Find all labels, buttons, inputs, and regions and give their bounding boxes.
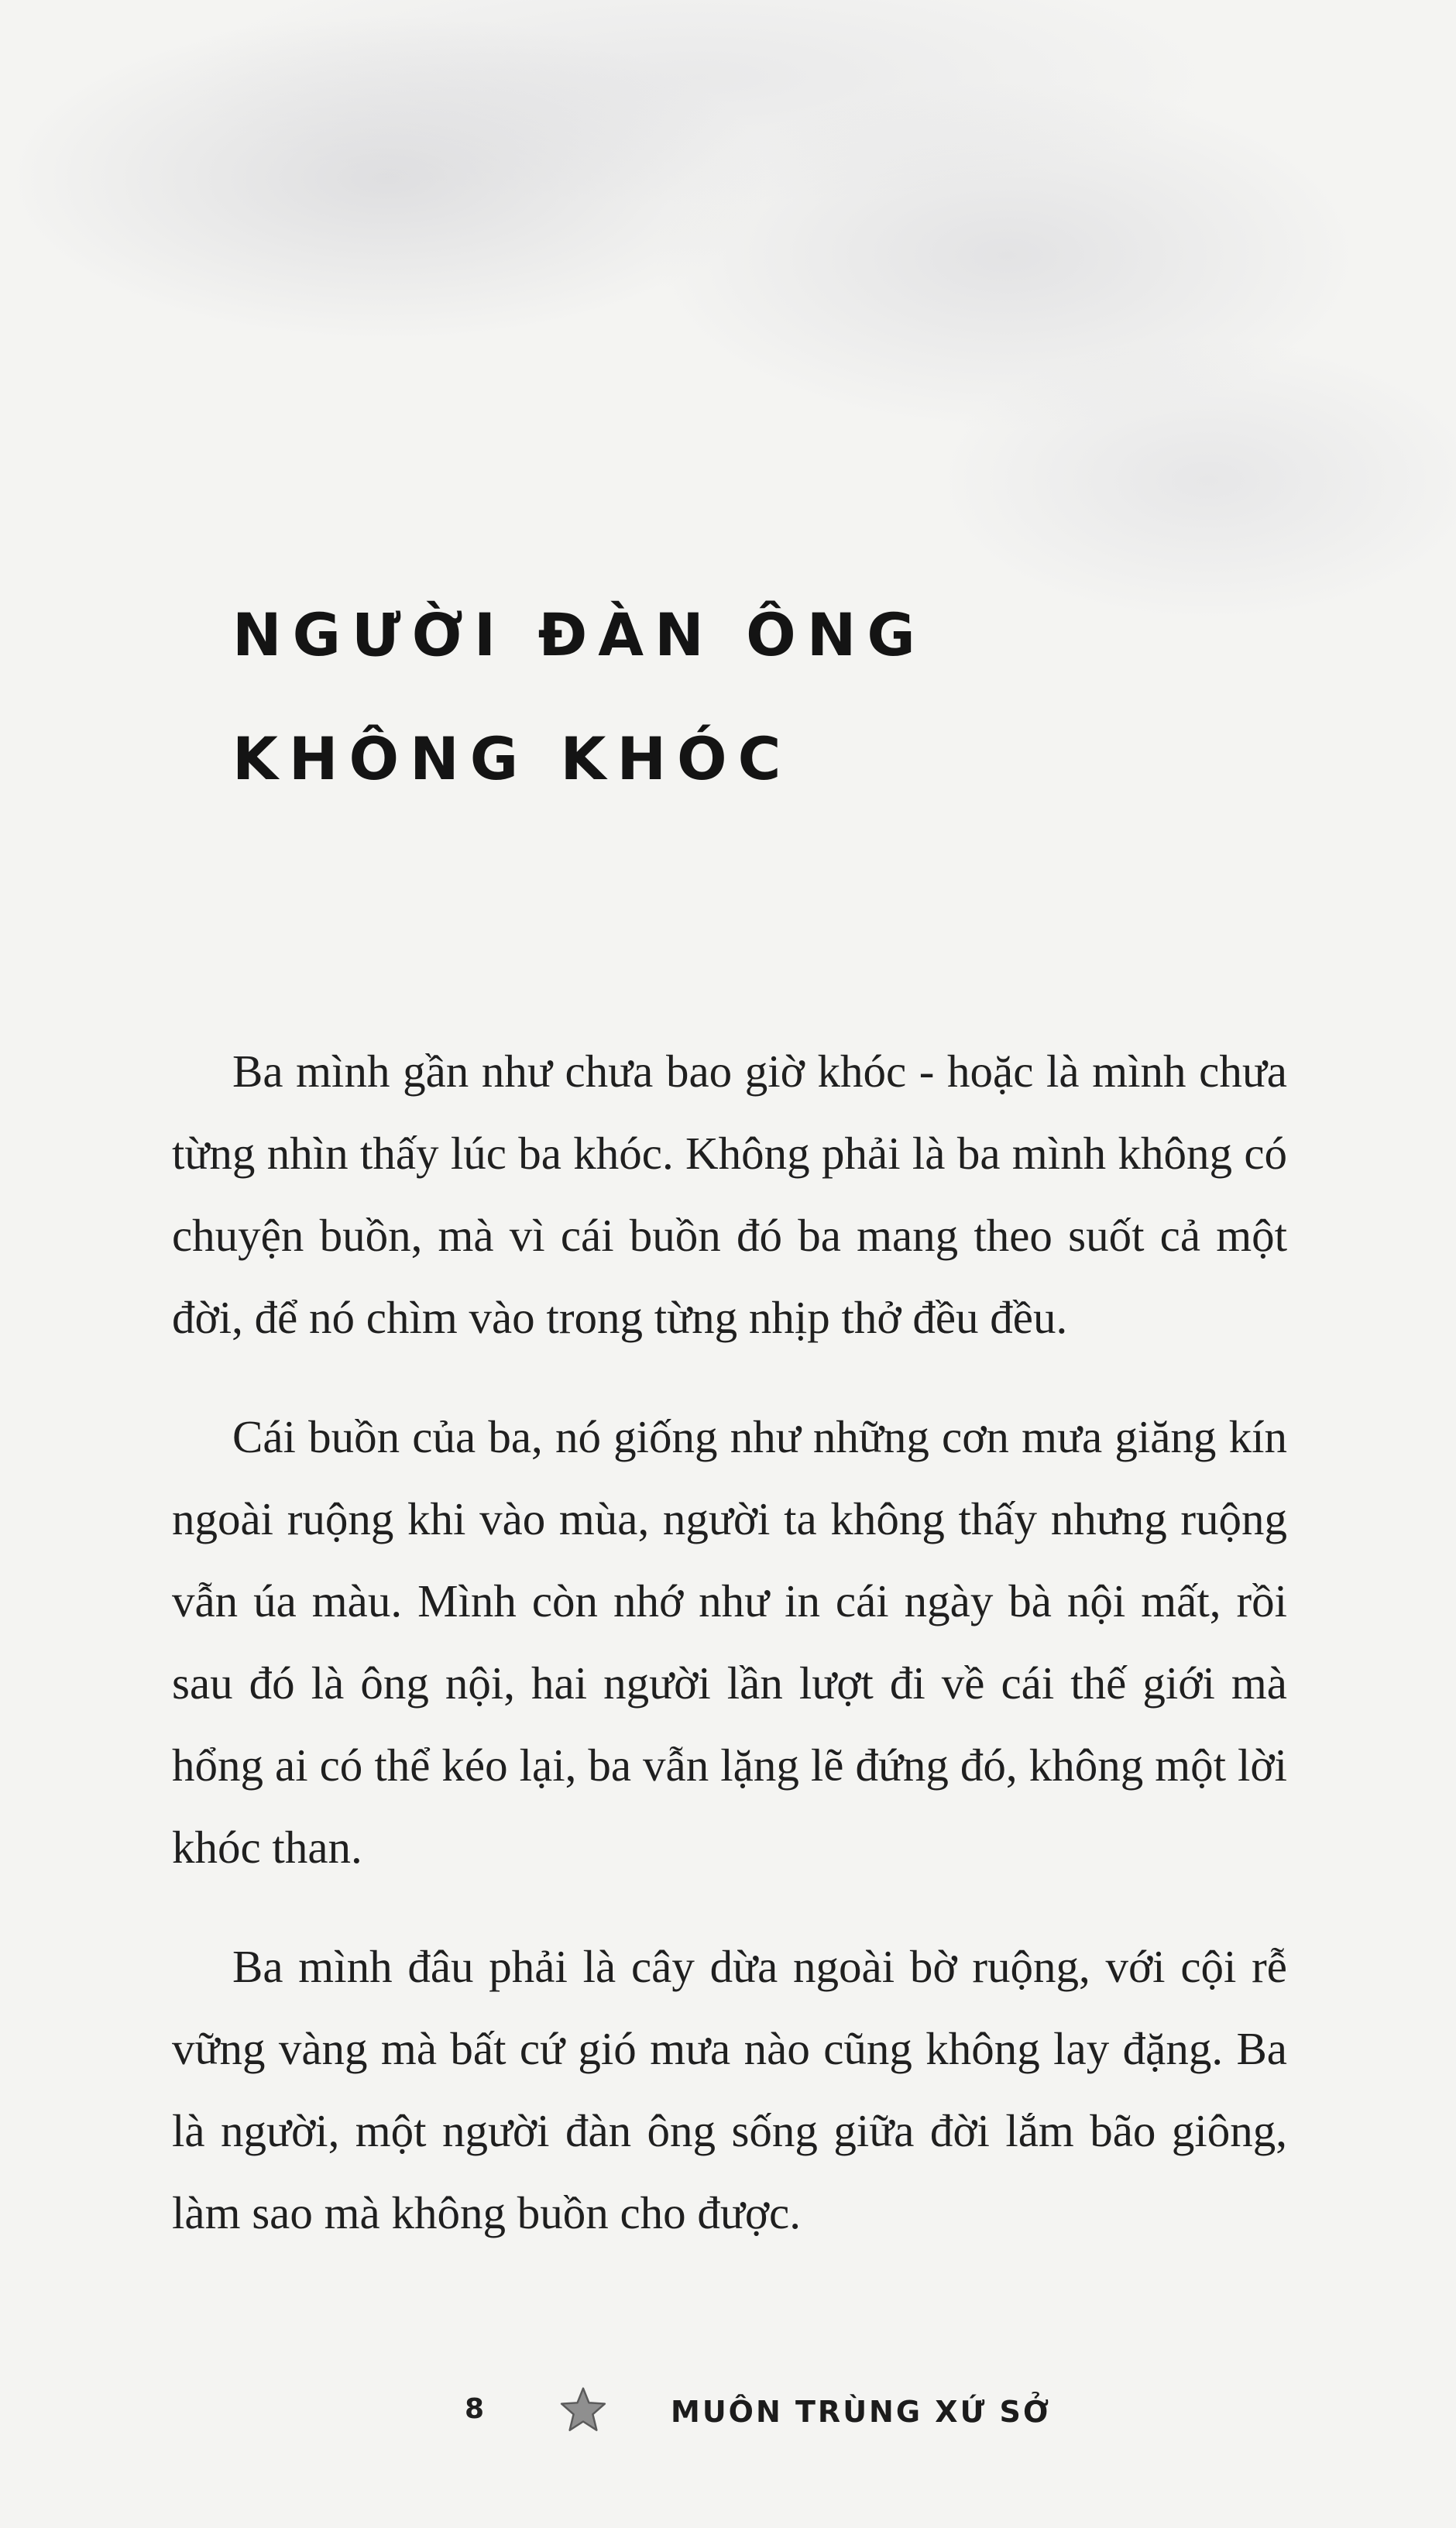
paragraph-1: Ba mình gần như chưa bao giờ khóc - hoặc là mình chưa từng nhìn thấy lúc ba khóc. Không phải là ba mình không có chuyện buồn, mà vì cái buồn đó ba mang theo suốt cả một đời, để nó chìm vào trong từng nhịp thở đều đều. <box>172 1046 1287 1343</box>
paragraph-3: Ba mình đâu phải là cây dừa ngoài bờ ruộng, với cội rễ vững vàng mà bất cứ gió mưa nào cũng không lay đặng. Ba là người, một người đàn ông sống giữa đời lắm bão giông, làm sao mà không buồn cho được. <box>172 1941 1287 2238</box>
chapter-title-line-1: NGƯỜI ĐÀN ÔNG <box>232 600 926 669</box>
chapter-body <box>172 1030 1287 2291</box>
chapter-title <box>232 573 1239 821</box>
chapter-title-line-2: KHÔNG KHÓC <box>232 724 792 793</box>
page-number: 8 <box>465 2393 485 2425</box>
page-footer <box>0 2385 1456 2447</box>
paragraph-2: Cái buồn của ba, nó giống như những cơn mưa giăng kín ngoài ruộng khi vào mùa, người ta không thấy nhưng ruộng vẫn úa màu. Mình còn nhớ như in cái ngày bà nội mất, rồi sau đó là ông nội, hai người lần lượt đi về cái thế giới mà hổng ai có thể kéo lại, ba vẫn lặng lẽ đứng đó, không một lời khóc than. <box>172 1411 1287 1873</box>
star-icon <box>559 2385 607 2434</box>
book-title: MUÔN TRÙNG XỨ SỞ <box>671 2395 1052 2429</box>
